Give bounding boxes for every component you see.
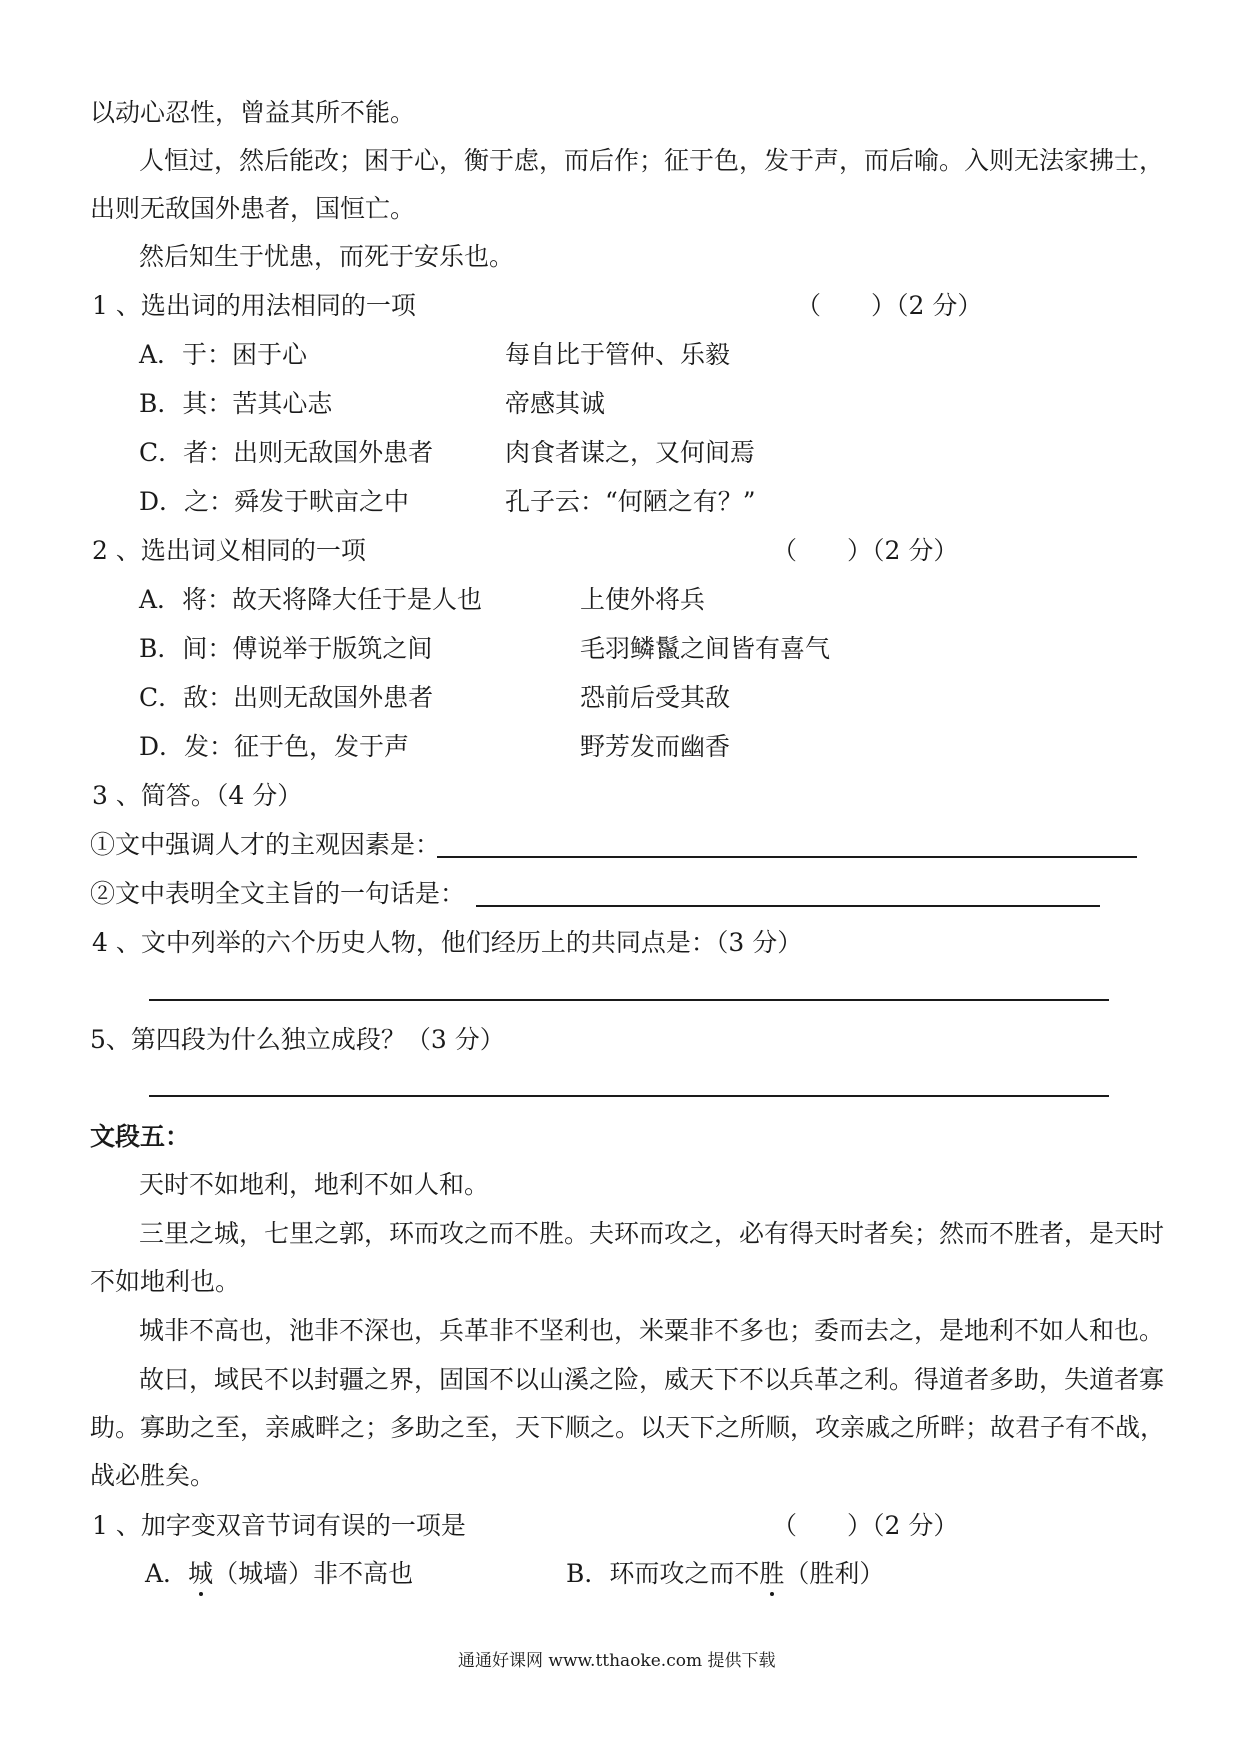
option-c-left: C．者：出则无敌国外患者: [139, 438, 434, 467]
answer-blank-5[interactable]: [149, 1095, 1109, 1097]
option-b-text: B．环而攻之而不: [566, 1559, 760, 1588]
option-c-left: C．敌：出则无敌国外患者: [139, 683, 434, 712]
passage5-paragraph: 故曰，域民不以封疆之界，固国不以山溪之险，威天下不以兵革之利。得道者多助，失道者寡: [139, 1365, 1165, 1394]
option-b-right: 帝感其诚: [505, 389, 606, 418]
passage4-paragraph: 人恒过，然后能改；困于心，衡于虑，而后作；征于色，发于声，而后喻。入则无法家拂士，: [139, 146, 1165, 175]
answer-blank-4[interactable]: [149, 999, 1109, 1001]
option-a-right: 上使外将兵: [580, 585, 706, 614]
page-footer: 通通好课网 www.tthaoke.com 提供下载: [458, 1651, 776, 1671]
option-a: [145, 1557, 413, 1591]
option-d-left: D．发：征于色，发于声: [139, 732, 410, 761]
passage4-paragraph: 然后知生于忧患，而死于安乐也。: [139, 242, 515, 271]
passage5-paragraph: 天时不如地利，地利不如人和。: [139, 1170, 490, 1199]
option-a-left: A．将：故天将降大任于是人也: [139, 585, 483, 614]
option-d-left: D．之：舜发于畎亩之中: [139, 487, 410, 516]
option-b-right: 毛羽鳞鬣之间皆有喜气: [580, 634, 831, 663]
question-3-stem: 3 、简答。（4 分）: [92, 781, 303, 810]
emphasized-char: 城: [188, 1559, 214, 1588]
question-2-mark: （ ）（2 分）: [772, 536, 959, 565]
passage4-line: 以动心忍性，曾益其所不能。: [90, 98, 416, 127]
option-a-right: 每自比于管仲、乐毅: [505, 340, 731, 369]
passage5-paragraph: 三里之城，七里之郭，环而攻之而不胜。夫环而攻之，必有得天时者矣；然而不胜者，是天时: [139, 1219, 1165, 1248]
option-c-right: 恐前后受其敌: [580, 683, 731, 712]
question-6-mark: （ ）（2 分）: [772, 1511, 959, 1540]
question-6-stem: 1 、加字变双音节词有误的一项是: [92, 1511, 466, 1540]
passage5-paragraph: 战必胜矣。: [90, 1461, 216, 1490]
question-1-stem: 1 、选出词的用法相同的一项: [92, 291, 416, 320]
answer-blank-3b[interactable]: [476, 905, 1100, 907]
passage4-paragraph: 出则无敌国外患者，国恒亡。: [90, 194, 416, 223]
option-a-left: A．于：困于心: [139, 340, 308, 369]
passage5-paragraph: 不如地利也。: [90, 1267, 241, 1296]
option-a-prefix: A．: [145, 1559, 189, 1588]
question-1-mark: （ ）（2 分）: [796, 291, 983, 320]
answer-blank-3a[interactable]: [437, 856, 1137, 858]
question-3a-prompt: ①文中强调人才的主观因素是：: [90, 830, 441, 859]
question-5-stem: 5、第四段为什么独立成段？（3 分）: [90, 1025, 505, 1054]
option-d-right: 孔子云：“何陋之有？”: [505, 487, 756, 516]
question-3b-prompt: ②文中表明全文主旨的一句话是：: [90, 879, 466, 908]
option-d-right: 野芳发而幽香: [580, 732, 731, 761]
option-b: [566, 1557, 884, 1591]
question-2-stem: 2 、选出词义相同的一项: [92, 536, 366, 565]
emphasized-char: 胜: [759, 1559, 785, 1588]
passage5-paragraph: 城非不高也，池非不深也，兵革非不坚利也，米粟非不多也；委而去之，是地利不如人和也。: [139, 1316, 1165, 1345]
option-b-left: B．间：傅说举于版筑之间: [139, 634, 433, 663]
option-a-text: （城墙）非不高也: [213, 1559, 414, 1588]
section-heading: 文段五：: [90, 1122, 191, 1151]
question-4-stem: 4 、文中列举的六个历史人物，他们经历上的共同点是：（3 分）: [92, 928, 803, 957]
option-b-gloss: （胜利）: [784, 1559, 885, 1588]
passage5-paragraph: 助。寡助之至，亲戚畔之；多助之至，天下顺之。以天下之所顺，攻亲戚之所畔；故君子有不战，: [90, 1413, 1166, 1442]
option-c-right: 肉食者谋之，又何间焉: [505, 438, 756, 467]
option-b-left: B．其：苦其心志: [139, 389, 333, 418]
